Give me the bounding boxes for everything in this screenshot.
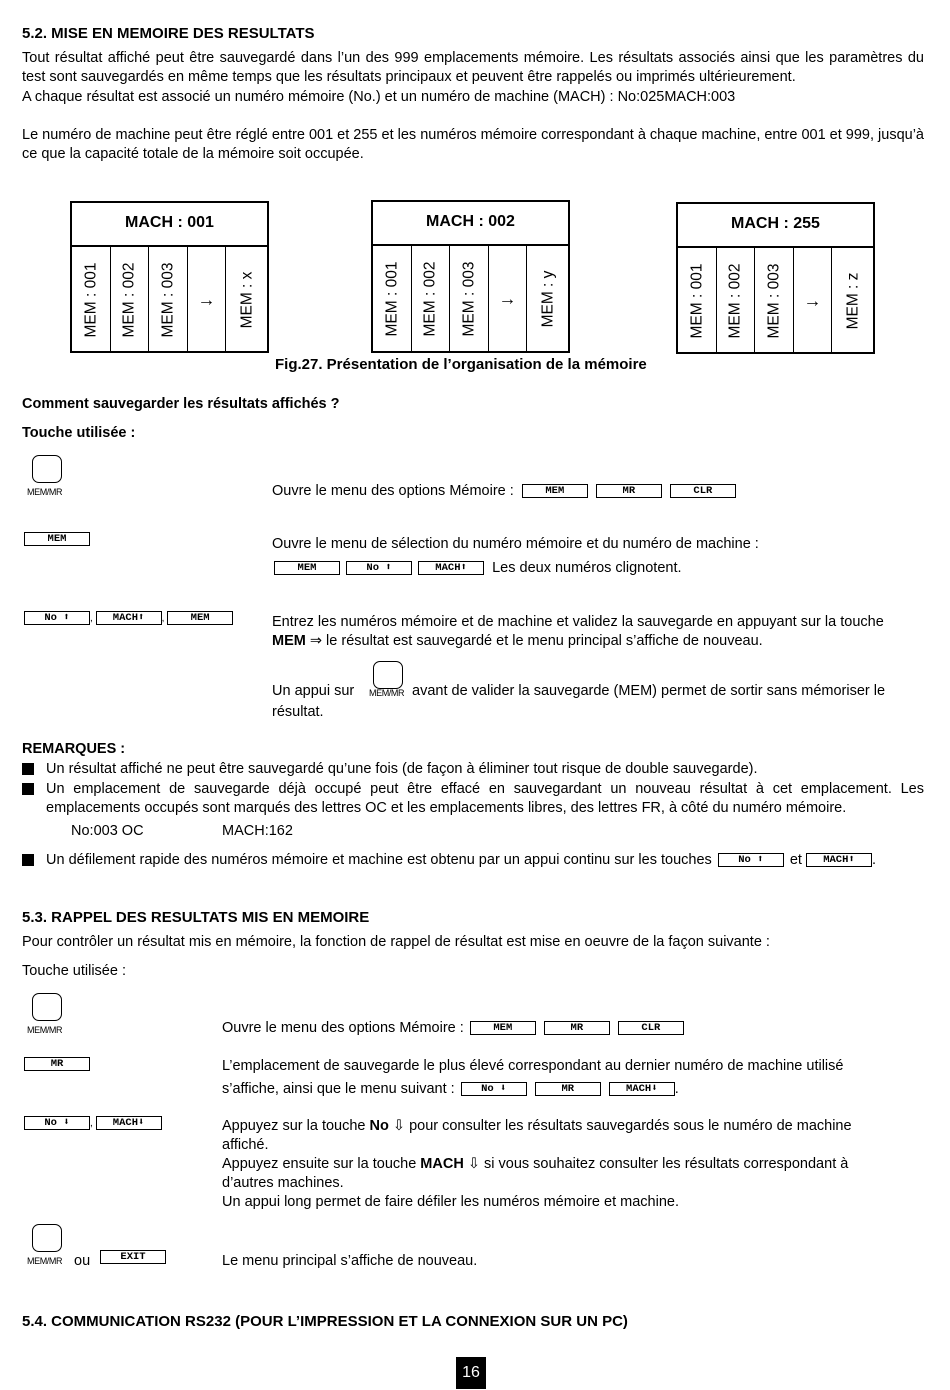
- lcd-mr: MR: [544, 1021, 610, 1035]
- lcd-mach-up: MACH⬆: [96, 611, 162, 625]
- mach-box-title: MACH : 002: [373, 202, 568, 246]
- mem-mr-key-label: MEM/MR: [369, 688, 405, 698]
- page-number: 16: [456, 1357, 486, 1389]
- lcd-no-up: No ⬆: [718, 853, 784, 867]
- arrow-right-icon: →: [197, 289, 216, 310]
- section-5-2-heading: 5.2. MISE EN MEMOIRE DES RESULTATS: [22, 25, 315, 42]
- section-5-3-heading: 5.3. RAPPEL DES RESULTATS MIS EN MEMOIRE: [22, 909, 370, 926]
- mem-cell: [527, 246, 568, 352]
- mem-cell: [450, 246, 489, 352]
- s52-paragraph-3: Le numéro de machine peut être réglé entre 001 et 255 et les numéros mémoire correspondant à chaque machine, entre 001 et 999, jusqu’à ce que la capacité totale de la mémoire soit occupée.: [22, 127, 924, 162]
- lcd-mem: MEM: [522, 484, 588, 498]
- mem-cell: [72, 247, 111, 353]
- mem-cell-label: MEM : x: [238, 271, 256, 329]
- lcd-mach-up: MACH⬆: [806, 853, 872, 867]
- mach-box-255: [676, 202, 875, 354]
- mem-cell-label: MEM : 002: [421, 261, 439, 337]
- lcd-clr: CLR: [618, 1021, 684, 1035]
- lcd-clr: CLR: [670, 484, 736, 498]
- bullet-square-icon: [22, 783, 34, 795]
- s53-row1-text: Ouvre le menu des options Mémoire : MEM MR CLR: [222, 1019, 684, 1038]
- lcd-no-up: No ⬆: [346, 561, 412, 575]
- lcd-mach-down: MACH⬇: [609, 1082, 675, 1096]
- mem-cell-label: MEM : 001: [688, 263, 706, 339]
- remark-1: Un résultat affiché ne peut être sauvegardé qu’une fois (de façon à éliminer tout risque de double sauvegarde).: [46, 761, 758, 777]
- lcd-mem-key: MEM: [24, 532, 90, 546]
- mem-mr-key-label: MEM/MR: [27, 1025, 63, 1035]
- lcd-mem: MEM: [274, 561, 340, 575]
- remarks-title: REMARQUES :: [22, 741, 126, 757]
- mem-cell-label: MEM : 001: [82, 262, 100, 338]
- save-row2-text: Ouvre le menu de sélection du numéro mémoire et du numéro de machine :: [272, 536, 759, 552]
- mem-cell: [188, 247, 227, 353]
- mem-cell: [832, 248, 873, 354]
- save-row2-menu: MEM No ⬆ MACH⬆ Les deux numéros clignotent.: [274, 559, 682, 578]
- mem-cell-label: MEM : z: [844, 272, 862, 330]
- s53-row3-text-2: affiché.: [222, 1137, 269, 1153]
- lcd-no-down: No ⬇: [24, 1116, 90, 1130]
- mem-cell-label: MEM : 003: [765, 263, 783, 339]
- mem-cell: [755, 248, 794, 354]
- section-5-4-heading: 5.4. COMMUNICATION RS232 (POUR L’IMPRESSION ET LA CONNEXION SUR UN PC): [22, 1313, 628, 1330]
- mem-cell: [489, 246, 528, 352]
- s53-row4-text: Le menu principal s’affiche de nouveau.: [222, 1253, 478, 1269]
- lcd-no-down: No ⬇: [461, 1082, 527, 1096]
- mem-cell-label: MEM : 003: [460, 261, 478, 337]
- s53-row3-text-3: Appuyez ensuite sur la touche MACH ⇩ si vous souhaitez consulter les résultats correspondant à: [222, 1156, 849, 1172]
- remark-3: Un défilement rapide des numéros mémoire et machine est obtenu par un appui continu sur les touches No ⬆ et MACH⬆ .: [46, 852, 876, 868]
- s53-row2-menu: s’affiche, ainsi que le menu suivant : No ⬇ MR MACH⬇ .: [222, 1081, 679, 1097]
- mem-cell-label: MEM : 001: [383, 261, 401, 337]
- mem-mr-key-label: MEM/MR: [27, 1256, 63, 1266]
- mem-cell: [678, 248, 717, 354]
- arrow-right-icon: →: [803, 290, 822, 311]
- remark-2-example-no: No:003 OC: [71, 823, 144, 839]
- save-row3-text: Entrez les numéros mémoire et de machine et validez la sauvegarde en appuyant sur la touche: [272, 614, 884, 630]
- mem-cell-label: MEM : y: [539, 270, 557, 328]
- mem-cell-label: MEM : 002: [120, 262, 138, 338]
- mem-cell-label: MEM : 002: [726, 263, 744, 339]
- lcd-mr: MR: [535, 1082, 601, 1096]
- lcd-no-up: No ⬆: [24, 611, 90, 625]
- s53-or: ou: [74, 1253, 91, 1269]
- s53-key-used: Touche utilisée :: [22, 963, 126, 979]
- lcd-exit: EXIT: [100, 1250, 166, 1264]
- save-row1-text: Ouvre le menu des options Mémoire : MEM MR CLR: [272, 482, 736, 501]
- mach-box-002: [371, 200, 570, 353]
- lcd-mr-key: MR: [24, 1057, 90, 1071]
- s53-row2-text: L’emplacement de sauvegarde le plus élevé correspondant au dernier numéro de machine utilisé: [222, 1058, 844, 1074]
- save-question: Comment sauvegarder les résultats affichés ?: [22, 396, 340, 412]
- s52-paragraph-2: A chaque résultat est associé un numéro mémoire (No.) et un numéro de machine (MACH) : No:025MACH:003: [22, 89, 736, 105]
- mem-cell: [794, 248, 833, 354]
- s53-row3-text-4: d’autres machines.: [222, 1175, 344, 1191]
- mem-cell: [373, 246, 412, 352]
- save-row4-start: Un appui sur: [272, 683, 355, 699]
- save-row4-text-2: résultat.: [272, 704, 324, 720]
- mem-mr-key-icon: [32, 1224, 62, 1252]
- mach-box-title: MACH : 255: [678, 204, 873, 248]
- save-row3-keys: No ⬆ , MACH⬆ , MEM: [24, 609, 233, 628]
- mem-mr-key-icon: [373, 661, 403, 689]
- lcd-mach-up: MACH⬆: [418, 561, 484, 575]
- lcd-mem: MEM: [167, 611, 233, 625]
- s52-paragraph-1: Tout résultat affiché peut être sauvegardé dans l’un des 999 emplacements mémoire. Les résultats associés ainsi que les paramètres du test sont sauvegardés en même temps que les résultats principaux et peuvent être rappelés ou imprimés ultérieurement.: [22, 50, 924, 85]
- save-row3-text-2: MEM ⇒ le résultat est sauvegardé et le menu principal s’affiche de nouveau.: [272, 633, 763, 649]
- mach-box-title: MACH : 001: [72, 203, 267, 247]
- mem-mr-key-label: MEM/MR: [27, 487, 63, 497]
- lcd-mem: MEM: [470, 1021, 536, 1035]
- remark-2-example-mach: MACH:162: [222, 823, 293, 839]
- bullet-square-icon: [22, 763, 34, 775]
- mem-cell: [149, 247, 188, 353]
- save-row4-text: avant de valider la sauvegarde (MEM) permet de sortir sans mémoriser le: [412, 683, 886, 699]
- s53-row3-keys: No ⬇ , MACH⬇: [24, 1114, 162, 1133]
- mem-mr-key-icon: [32, 455, 62, 483]
- mem-cell: [717, 248, 756, 354]
- mem-cell: [412, 246, 451, 352]
- mach-box-001: [70, 201, 269, 353]
- mem-mr-key-icon: [32, 993, 62, 1021]
- s53-row3-text: Appuyez sur la touche No ⇩ pour consulter les résultats sauvegardés sous le numéro de machine: [222, 1118, 852, 1134]
- figure-caption: Fig.27. Présentation de l’organisation de la mémoire: [275, 356, 647, 373]
- lcd-mach-down: MACH⬇: [96, 1116, 162, 1130]
- arrow-right-icon: →: [498, 288, 517, 309]
- mem-cell: [111, 247, 150, 353]
- bullet-square-icon: [22, 854, 34, 866]
- s53-row3-text-5: Un appui long permet de faire défiler les numéros mémoire et machine.: [222, 1194, 679, 1210]
- mem-cell-label: MEM : 003: [159, 262, 177, 338]
- lcd-mr: MR: [596, 484, 662, 498]
- remark-2: Un emplacement de sauvegarde déjà occupé peut être effacé en sauvegardant un nouveau résultat à cet emplacement. Les emplacements occupés sont marqués des lettres OC et les emplacements libres, des lettres FR, à côté du numéro mémoire.: [46, 781, 924, 816]
- save-key-used: Touche utilisée :: [22, 425, 136, 441]
- mem-cell: [226, 247, 267, 353]
- s53-intro: Pour contrôler un résultat mis en mémoire, la fonction de rappel de résultat est mise en oeuvre de la façon suivante :: [22, 934, 770, 950]
